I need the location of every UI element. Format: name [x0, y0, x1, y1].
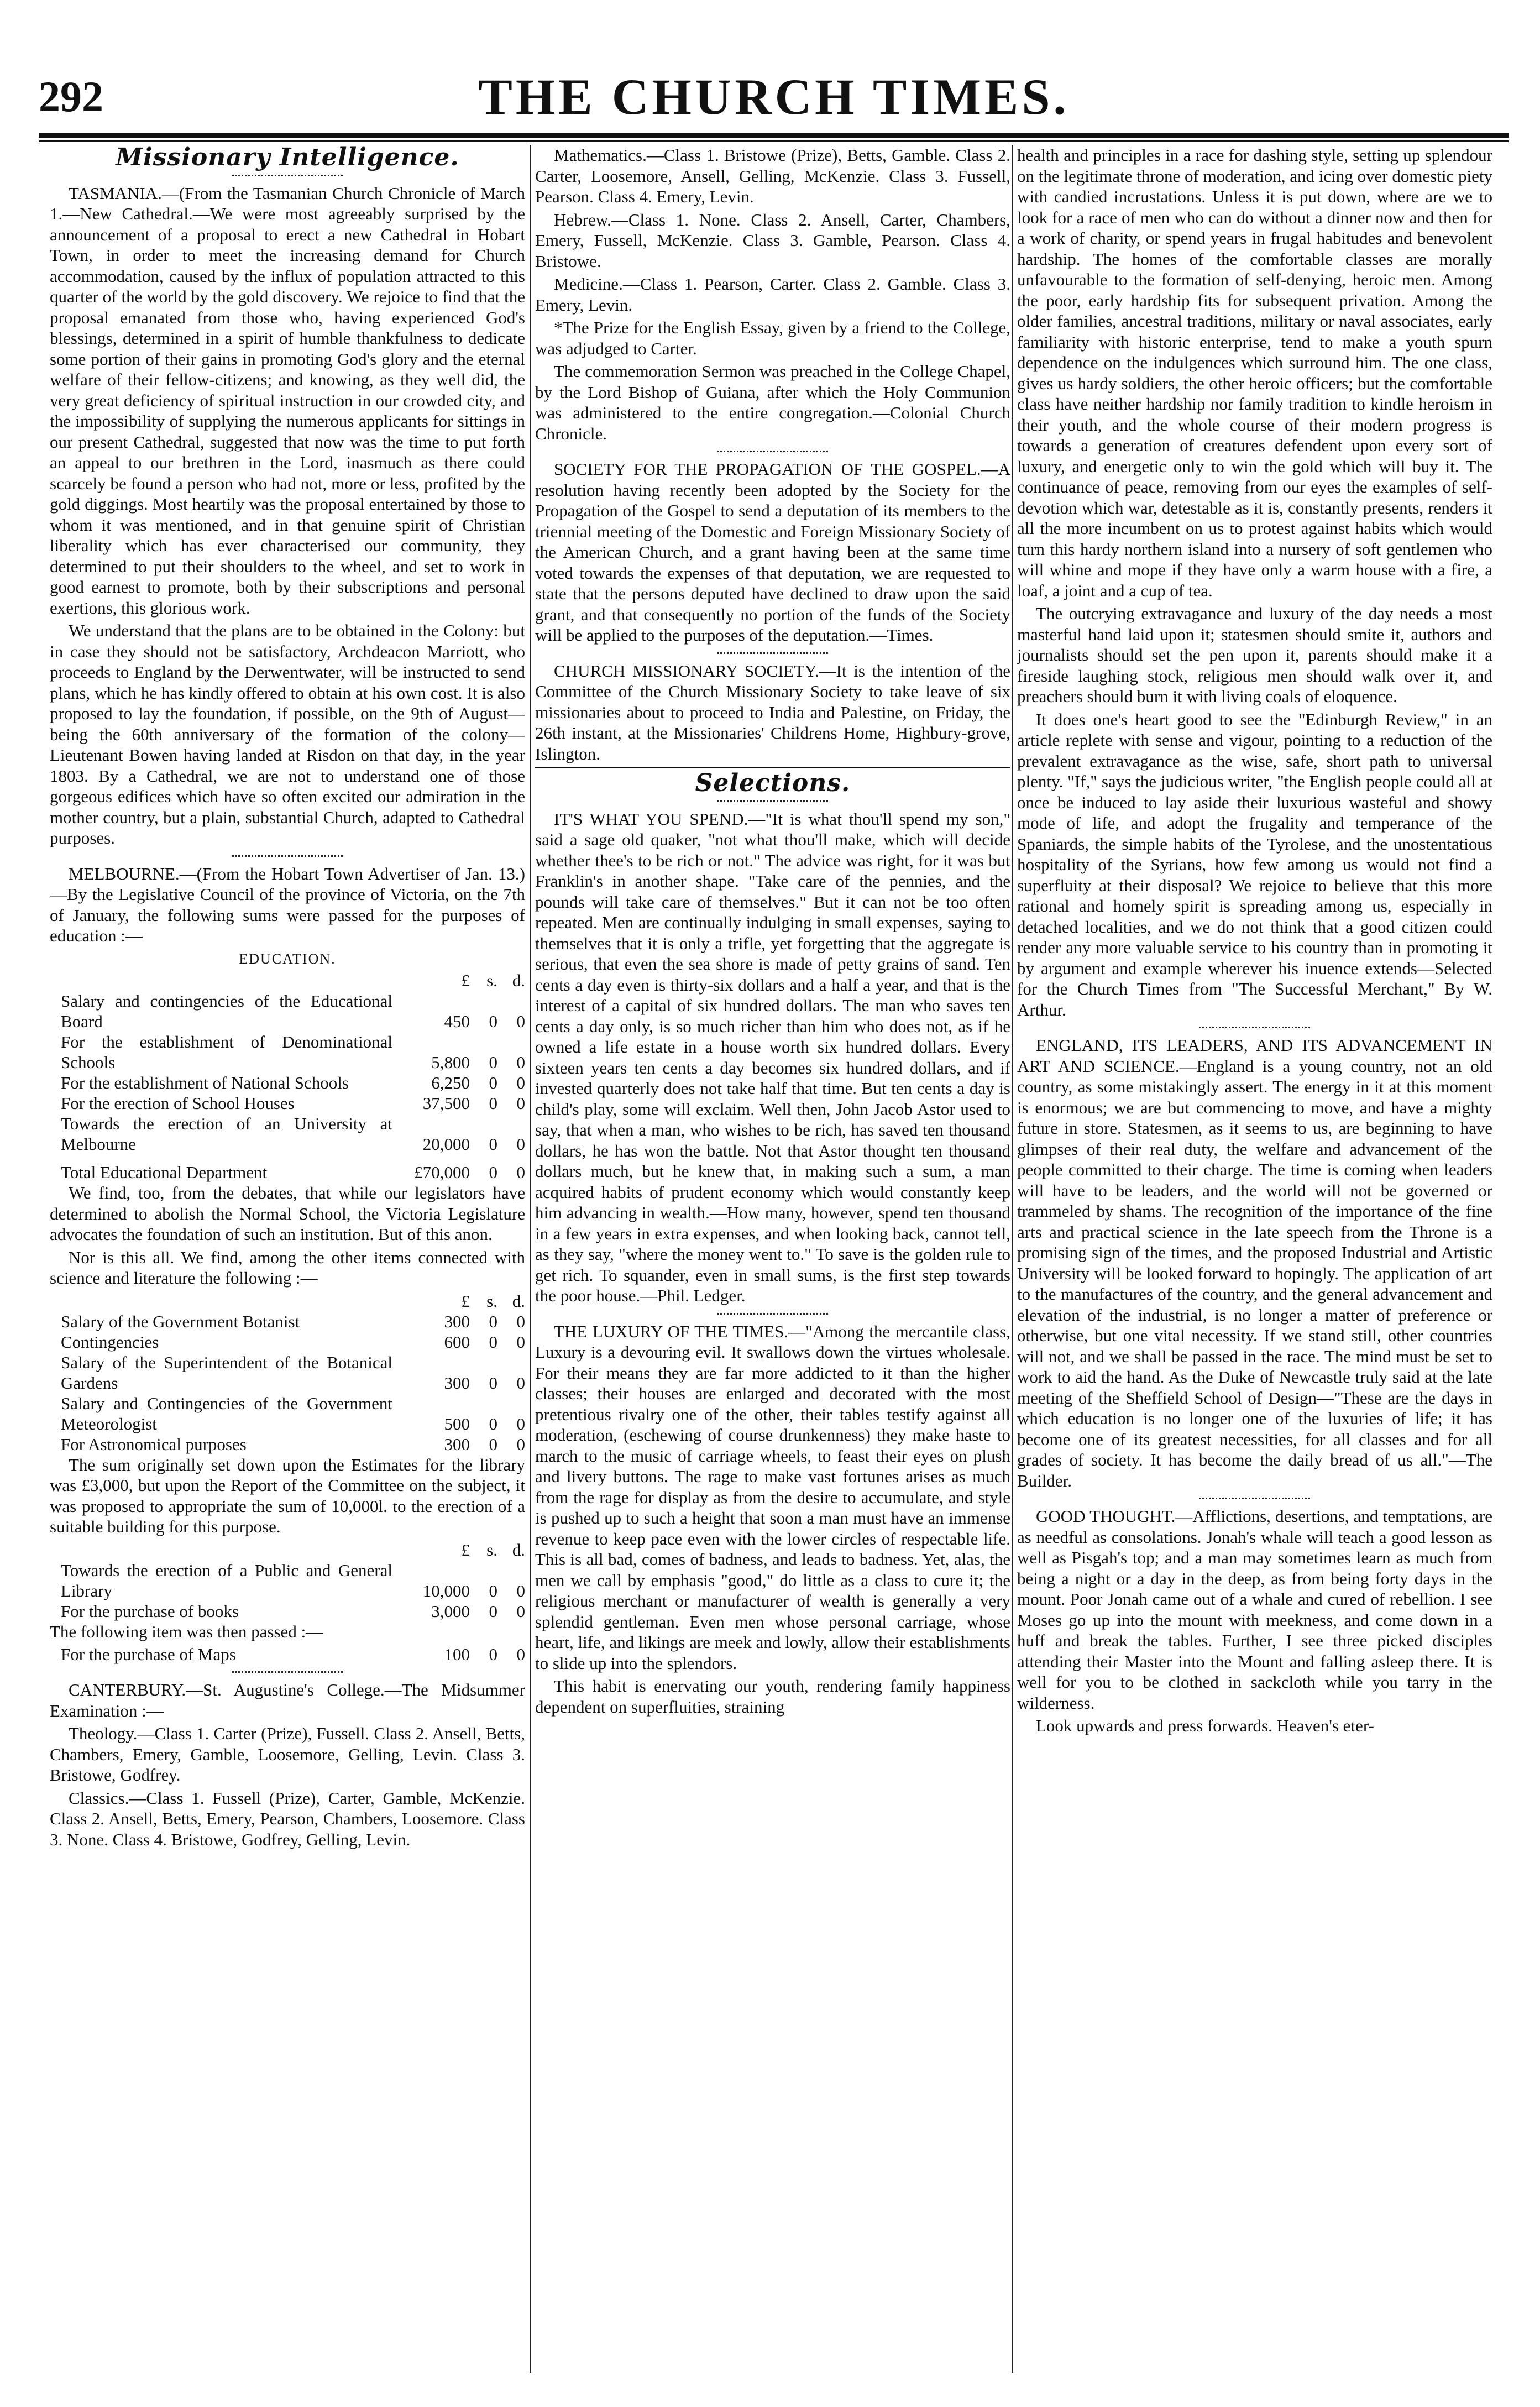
- exam-prize-note: *The Prize for the English Essay, given by a friend to the College, was adjudged to Carter.: [535, 318, 1010, 358]
- science-table: £ s. d. Salary of the Government Botanist 300 0 0 Contingencies 600 0 0 Salary of the Superintendent of the Botanical Gardens 300 0 0 Salary and Contingencies of the Government Meteorologist 500 0 0 For Astronomical purposes 300 0 0: [50, 1291, 525, 1454]
- table-row: For the purchase of Maps 100 0 0: [61, 1645, 525, 1664]
- table-row: For the establishment of National Schools 6,250 0 0: [61, 1073, 525, 1092]
- education-table: £ s. d. Salary and contingencies of the Educational Board 450 0 0 For the establishment of Denominational Schools 5,800 0 0 For the establishment of National Schools 6,250 0 0 For the erection of School Houses 37,500 0 0 Towards the erection of an University at Melbourne 20,000 0 0 Total Educational Department £70,000 0 0: [50, 970, 525, 1182]
- ornament-rule: [232, 854, 343, 857]
- library-table: £ s. d. Towards the erection of a Public and General Library 10,000 0 0 For the purchase of books 3,000 0 0: [50, 1540, 525, 1621]
- column-1: [50, 145, 525, 2373]
- article-good-thought: GOOD THOUGHT.—Afflictions, desertions, and temptations, are as needful as consolations. Jonah's whale will teach a good lesson as well as Pisgah's top; and a man may sometimes learn as much from being a night or a day in the deep, as from being forty days in the mount. Poor Jonah came out of a whale and cured of rebellion. I see Moses go up into the mount with meekness, and come down in a huff and break the tables. Further, I see three picked disciples attending their Master into the Mount and falling asleep there. It is well for you to be clothed in sackcloth while you tarry in the wilderness.: [1017, 1506, 1492, 1713]
- article-melbourne: MELBOURNE.—(From the Hobart Town Advertiser of Jan. 13.)—By the Legislative Council of the province of Victoria, on the 7th of January, the following sums were passed for the purposes of education :—: [50, 864, 525, 945]
- masthead-title: THE CHURCH TIMES.: [478, 69, 1070, 125]
- table-row: Towards the erection of an University at Melbourne 20,000 0 0: [61, 1114, 525, 1154]
- article-edinburgh: It does one's heart good to see the "Edinburgh Review," in an article replete with sense and vigour, pointing to a reduction of the prevalent extravagance as the wise, safe, short path to universal plenty. "If," says the judicious writer, "the English people could all at once be induced to lay aside their luxurious wasteful and showy mode of life, and adopt the frugality and temperance of the Spaniards, the simple habits of the Tyrolese, and the unostentatious hospitality of the Syrians, how few among us would not find a superfluity at their disposal? We rejoice to believe that this more rational and homely spirit is spreading among us, especially in detached localities, and we do not think that a good citizen could render any more valuable service to his country than in promoting it by argument and example wherever his inuence extends—Selected for the Church Times from "The Successful Merchant," By W. Arthur.: [1017, 709, 1492, 1019]
- header-rule-thin: [39, 140, 1509, 142]
- header-rule: [39, 133, 1509, 138]
- exam-theology: Theology.—Class 1. Carter (Prize), Fussell. Class 2. Ansell, Betts, Chambers, Emery, Gamble, Loosemore, Gelling, Levin. Class 3. Bristowe, Godfrey.: [50, 1724, 525, 1785]
- article-look-upwards: Look upwards and press forwards. Heaven's eter-: [1036, 1716, 1374, 1735]
- article-melbourne-5: The following item was then passed :—: [50, 1621, 323, 1641]
- article-luxury-cont: health and principles in a race for dashing style, setting up splendour on the legitimate throne of moderation, and icing over domestic piety with candied incrustations. Unless it is put down, where are we to look for a race of men who can do without a dinner now and then for a work of charity, or spend years in frugal habitudes and benevolent hardship. The homes of the comfortable classes are morally unfavourable to the formation of self-denying, heroic men. Among the poor, early hardship fits for subsequent privation. Among the older families, ancestral traditions, military or naval associates, early familiarity with historic enterprise, tend to make a youth spurn dependence on the indulgences which surround him. The one class, gives us hardy soldiers, the other heroic officers; but the comfortable class have neither hardship nor family tradition to kindle heroism in their youth, and the whole course of their modern progress is towards a generation of creatures defendent upon every sort of luxury, and energetic only to win the gold which will buy it. The continuance of peace, removing from our eyes the examples of self-devotion which war, detestable as it is, constantly presents, renders it all the more incumbent on us to protest against habits which would turn this hardy northern island into a nursery of soft gentlemen who will whine and mope if they have only a warm house with a fire, a loaf, a joint and a cup of tea.: [1017, 145, 1492, 600]
- ornament-rule: [717, 1312, 828, 1315]
- page-header: [39, 61, 1509, 138]
- article-luxury: THE LUXURY OF THE TIMES.—"Among the mercantile class, Luxury is a devouring evil. It swallows down the virtues wholesale. For their means they are far more addicted to it than the higher classes; their houses are enlarged and decorated with the most pretentious rivalry one of the other, their tables testify against all moderation, (eschewing of course drunkenness) they make haste to march to the music of carriage wheels, to feast their eyes on plush and livery buttons. The rage to make vast fortunes arises as much from the rage for display as from the desire to accumulate, and style is pushed up to such a height that soon a man must have an immense revenue to keep pace even with the lower circles of respectable life. This is all bad, comes of badness, and leads to badness. Yet, alas, the men we call by emphasis "good," do little as a class to cure it; the religious merchant or manufacturer of wealth is generally a very splendid gentleman. Even men whose personal carriage, whose heart, life, and likings are meek and lowly, allow their establishments to slide up into the splendors.: [535, 1321, 1010, 1673]
- table-row: Salary of the Government Botanist 300 0 0: [61, 1311, 525, 1331]
- table-row: For the erection of School Houses 37,500 0 0: [61, 1093, 525, 1113]
- article-melbourne-3: Nor is this all. We find, among the other items connected with science and literature the following :—: [50, 1247, 525, 1288]
- ornament-rule: [232, 174, 343, 176]
- column-3: [1017, 145, 1492, 2373]
- ornament-rule: [1199, 1496, 1310, 1499]
- page-number: 292: [39, 72, 103, 121]
- article-spg: SOCIETY FOR THE PROPAGATION OF THE GOSPEL.—A resolution having recently been adopted by the Society for the Propagation of the Gospel to send a deputation of its members to the triennial meeting of the Domestic and Foreign Missionary Society of the American Church, and a grant having been at the same time voted towards the expenses of that deputation, we are requested to state that the persons deputed have declined to draw upon the said grant, and that consequently no portion of the funds of the Society will be applied to the purposes of the deputation.—Times.: [535, 459, 1010, 645]
- article-outcry: The outcrying extravagance and luxury of the day needs a most masterful hand laid upon it; statesmen should smite it, authors and journalists should set the pen upon it, parents should make it a fireside laughing stock, religious men should walk over it, and preachers should burn it with living coals of eloquence.: [1017, 604, 1492, 706]
- article-cms: CHURCH MISSIONARY SOCIETY.—It is the intention of the Committee of the Church Missionary Society to take leave of six missionaries about to proceed to India and Palestine, on Friday, the 26th instant, at the Missionaries' Childrens Home, Highbury-grove, Islington.: [535, 661, 1010, 763]
- table-row: For Astronomical purposes 300 0 0: [61, 1434, 525, 1454]
- column-2: [535, 145, 1010, 2373]
- article-habit: This habit is enervating our youth, rendering family happiness dependent on superfluities, straining: [535, 1676, 1010, 1717]
- article-sermon: The commemoration Sermon was preached in the College Chapel, by the Lord Bishop of Guiana, after which the Holy Communion was administered to the entire congregation.—Colonial Church Chronicle.: [535, 362, 1010, 443]
- table-total-row: Total Educational Department £70,000 0 0: [61, 1163, 525, 1182]
- ornament-rule: [717, 651, 828, 654]
- table-row: For the establishment of Denominational Schools 5,800 0 0: [61, 1032, 525, 1072]
- article-spend: IT'S WHAT YOU SPEND.—"It is what thou'll spend my son," said a sage old quaker, "not what thou'll make, which will decide whether thee's to be rich or not." The advice was right, for it was but Franklin's in another shape. "Take care of the pennies, and the pounds will take care of themselves." But it can not be too often repeated. Men are continually indulging in small expenses, saying to themselves that it is only a trifle, yet forgetting that the aggregate is serious, that even the sea shore is made of petty grains of sand. Ten cents a day even is thirty-six dollars and a half a year, and that is the interest of a capital of six hundred dollars. The man who saves ten cents a day only, is so much richer than him who does not, as if he owned a life estate in a house worth six hundred dollars. Every sixteen years ten cents a day becomes six hundred dollars, and if invested quarterly does not take half that time. But ten cents a day is child's play, some will exclaim. Well then, John Jacob Astor used to say, that when a man, who wishes to be rich, has saved ten thousand dollars, he has won the battle. Not that Astor thought ten thousand dollars much, but he knew that, in making such a sum, a man acquired habits of prudent economy which would constantly keep him advancing in wealth.—How many, however, spend ten thousand in a few years in extra expenses, and when looking back, cannot tell, as they say, "where the money went to." To save is the golden rule to get rich. To squander, even in small sums, is the first step towards the poor house.—Phil. Ledger.: [535, 809, 1010, 1305]
- article-tasmania-cont: We understand that the plans are to be obtained in the Colony: but in case they should not be satisfactory, Archdeacon Marriott, who proceeds to England by the Derwentwater, will be instructed to send plans, which he has kindly offered to obtain at his own cost. It is also proposed to lay the foundation, if possible, on the 9th of August—being the 60th anniversary of the formation of the colony—Lieutenant Bowen having landed at Risdon on that day, in the year 1803. By a Cathedral, we are not to understand one of those gorgeous edifices which have so often excited our admiration in the mother country, but a plain, substantial Church, adapted to Cathedral purposes.: [50, 621, 525, 847]
- article-melbourne-4: The sum originally set down upon the Estimates for the library was £3,000, but upon the Report of the Committee on the subject, it was proposed to appropriate the sum of 10,000l. to the erection of a suitable building for this purpose.: [50, 1454, 525, 1536]
- table-row: Towards the erection of a Public and General Library 10,000 0 0: [61, 1560, 525, 1600]
- article-canterbury: CANTERBURY.—St. Augustine's College.—The Midsummer Examination :—: [50, 1680, 525, 1720]
- maps-table: [50, 1644, 525, 1665]
- exam-classics: Classics.—Class 1. Fussell (Prize), Carter, Gamble, McKenzie. Class 2. Ansell, Betts, Emery, Pearson, Chambers, Loosemore. Class 3. None. Class 4. Bristowe, Godfrey, Gelling, Levin.: [50, 1788, 525, 1849]
- table-row: For the purchase of books 3,000 0 0: [61, 1601, 525, 1621]
- ornament-rule: [717, 449, 828, 452]
- exam-medicine: Medicine.—Class 1. Pearson, Carter. Class 2. Gamble. Class 3. Emery, Levin.: [535, 274, 1010, 315]
- table-row: Salary and Contingencies of the Government Meteorologist 500 0 0: [61, 1393, 525, 1433]
- table-row: Contingencies 600 0 0: [61, 1332, 525, 1352]
- table-row: Salary and contingencies of the Educational Board 450 0 0: [61, 991, 525, 1031]
- table-row: Salary of the Superintendent of the Botanical Gardens 300 0 0: [61, 1352, 525, 1393]
- article-melbourne-2: We find, too, from the debates, that while our legislators have determined to abolish the Normal School, the Victoria Legislature advocates the foundation of such an institution. But of this anon.: [50, 1183, 525, 1244]
- article-tasmania: TASMANIA.—(From the Tasmanian Church Chronicle of March 1.—New Cathedral.—We were most agreeably surprised by the announcement of a proposal to erect a new Cathedral in Hobart Town, in order to meet the increasing demand for Church accommodation, caused by the influx of population attracted to this quarter of the world by the gold discovery. We rejoice to find that the proposal emanated from those who, having experienced God's blessings, determined in a spirit of humble thankfulness to dedicate some portion of their gains in promoting God's glory and the eternal welfare of their fellow-citizens; and knowing, as they well did, the very great deficiency of spiritual instruction in our crowded city, and the impossibility of supplying the numerous applicants for sittings in our present Cathedral, suggested that now was the time to put forth an appeal to our brethren in the Lord, inasmuch as there could scarcely be found a person who had not, more or less, profited by the gold diggings. Most heartily was the proposal entertained by those to whom it was mentioned, and in that genuine spirit of Christian liberality which has ever characterised our community, they determined to put their shoulders to the wheel, and set to work in good earnest to promote, both by their subscriptions and personal exertions, this glorious work.: [50, 183, 525, 618]
- section-heading-missionary: Missionary Intelligence.: [116, 145, 459, 171]
- column-divider: [530, 145, 531, 2373]
- column-divider: [1012, 145, 1013, 2373]
- ornament-rule: [232, 1670, 343, 1673]
- exam-mathematics: Mathematics.—Class 1. Bristowe (Prize), Betts, Gamble. Class 2. Carter, Loosemore, Ansell, Gelling, McKenzie. Class 3. Fussell, Pearson. Class 4. Emery, Levin.: [535, 145, 1010, 206]
- section-heading-selections: Selections.: [695, 769, 851, 797]
- section-rule: [535, 767, 1010, 768]
- article-england: ENGLAND, ITS LEADERS, AND ITS ADVANCEMENT IN ART AND SCIENCE.—England is a young country, not an old country, as some mistakingly assert. The energy in it at this moment is enormous; we are but commencing to move, and have a mighty future in store. Statesmen, as it seems to us, are beginning to have glimpses of their real duty, the welfare and advancement of the people committed to their charge. The time is coming when leaders will have to be leaders, and the world will not be governed or trammeled by shams. The recognition of the importance of the fine arts and practical science in the late speech from the Throne is a promising sign of the times, and the proposed Industrial and Artistic University will be looked forward to hopingly. The application of art to the manufactures of the country, and the general advancement and elevation of the industrial, is no longer a matter of preference or otherwise, but one vital necessity. If we stand still, other countries will not, and we shall be passed in the race. The mind must be set to work to aid the hand. As the Duke of Newcastle truly said at the late meeting of the Sheffield School of Design—"These are the days in which education is no longer one of the luxuries of life; it has become one of its greatest necessities, for all classes and for all grades of society. It has become the daily bread of us all."—The Builder.: [1017, 1035, 1492, 1490]
- ornament-rule: [1199, 1025, 1310, 1028]
- exam-hebrew: Hebrew.—Class 1. None. Class 2. Ansell, Carter, Chambers, Emery, Fussell, McKenzie. Class 3. Gamble, Pearson. Class 4. Bristowe.: [535, 210, 1010, 271]
- education-label: EDUCATION.: [239, 950, 336, 967]
- ornament-rule: [717, 799, 828, 802]
